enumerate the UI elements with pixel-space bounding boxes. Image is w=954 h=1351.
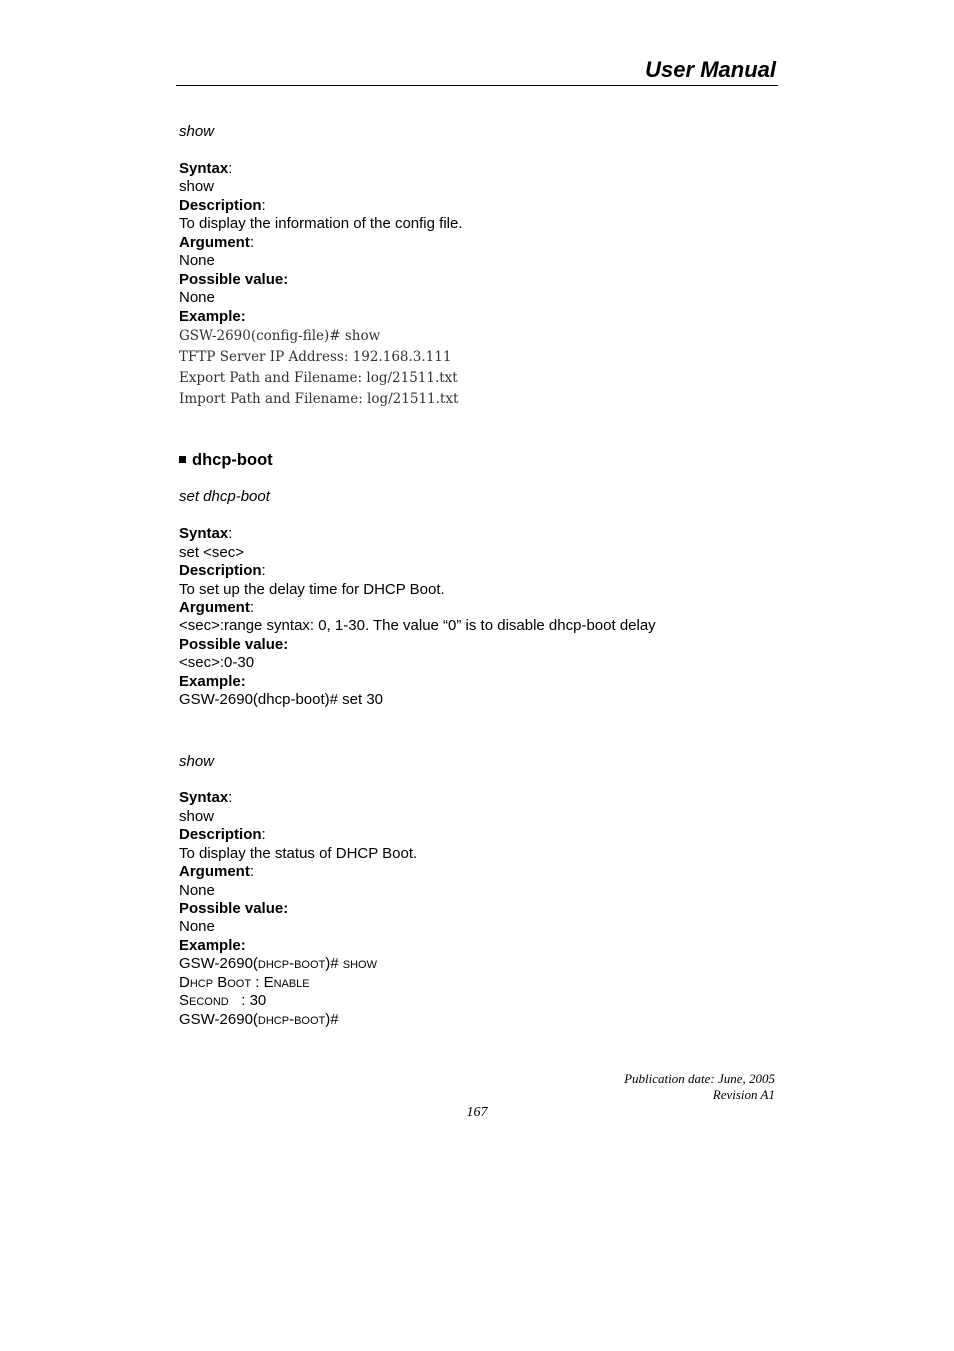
command-name: show — [179, 753, 215, 770]
syntax-value: show — [179, 808, 215, 825]
example-line: Import Path and Filename: log/21511.txt — [179, 391, 459, 407]
possible-value-label: Possible value: — [179, 271, 289, 288]
example-context: dhcp-boot — [257, 1011, 326, 1028]
example-prompt: )# — [325, 955, 343, 972]
syntax-heading: Syntax: — [179, 160, 233, 177]
syntax-value: show — [179, 178, 215, 195]
argument-value: <sec>:range syntax: 0, 1-30. The value “0” is to disable dhcp-boot delay — [179, 617, 656, 634]
example-label: Example: — [179, 937, 246, 954]
section-heading — [179, 450, 273, 470]
description-heading: Description: — [179, 826, 266, 843]
example-line — [179, 992, 266, 1010]
syntax-value: set <sec> — [179, 544, 245, 561]
example-line: GSW-2690(config-file)# show — [179, 328, 381, 344]
example-line — [179, 955, 377, 973]
example-line: Export Path and Filename: log/21511.txt — [179, 370, 458, 386]
description-heading: Description: — [179, 562, 266, 579]
argument-label: Argument — [179, 863, 250, 880]
syntax-label: Syntax — [179, 789, 229, 806]
description-heading: Description: — [179, 197, 266, 214]
possible-value: None — [179, 289, 215, 306]
possible-value-label: Possible value: — [179, 900, 289, 917]
example-line: Dhcp Boot : Enable — [179, 974, 310, 991]
argument-label: Argument — [179, 599, 250, 616]
example-line — [179, 1011, 339, 1029]
example-context: dhcp-boot — [257, 955, 326, 972]
argument-heading: Argument: — [179, 234, 255, 251]
revision: Revision A1 — [712, 1087, 775, 1102]
possible-value: <sec>:0-30 — [179, 654, 255, 671]
example-prefix: GSW-2690( — [179, 1011, 258, 1028]
possible-value-label: Possible value: — [179, 636, 289, 653]
argument-label: Argument — [179, 234, 250, 251]
example-label: Example: — [179, 308, 246, 325]
description-label: Description — [179, 197, 262, 214]
publication-date: Publication date: June, 2005 — [624, 1071, 775, 1086]
description-value: To set up the delay time for DHCP Boot. — [179, 581, 445, 598]
bullet-square-icon — [179, 456, 186, 463]
argument-value: None — [179, 882, 215, 899]
argument-value: None — [179, 252, 215, 269]
example-field-value: : 30 — [228, 992, 267, 1009]
example-line: GSW-2690(dhcp-boot)# set 30 — [179, 691, 384, 708]
description-label: Description — [179, 826, 262, 843]
argument-heading: Argument: — [179, 599, 255, 616]
command-name: set dhcp-boot — [179, 488, 270, 505]
description-value: To display the status of DHCP Boot. — [179, 845, 418, 862]
header-title: User Manual — [645, 57, 776, 82]
header-divider — [176, 85, 778, 86]
example-label: Example: — [179, 673, 246, 690]
example-prefix: GSW-2690( — [179, 955, 258, 972]
possible-value: None — [179, 918, 215, 935]
description-value: To display the information of the config file. — [179, 215, 463, 232]
syntax-label: Syntax — [179, 160, 229, 177]
description-label: Description — [179, 562, 262, 579]
page-number: 167 — [466, 1105, 488, 1120]
syntax-heading: Syntax: — [179, 525, 233, 542]
syntax-label: Syntax — [179, 525, 229, 542]
command-name: show — [179, 123, 215, 140]
example-prompt: )# — [325, 1011, 339, 1028]
section-heading-text: dhcp-boot — [192, 451, 273, 469]
example-command: show — [342, 955, 378, 972]
example-field-label: Second — [179, 992, 229, 1009]
argument-heading: Argument: — [179, 863, 255, 880]
syntax-heading: Syntax: — [179, 789, 233, 806]
example-line: TFTP Server IP Address: 192.168.3.111 — [179, 349, 452, 365]
